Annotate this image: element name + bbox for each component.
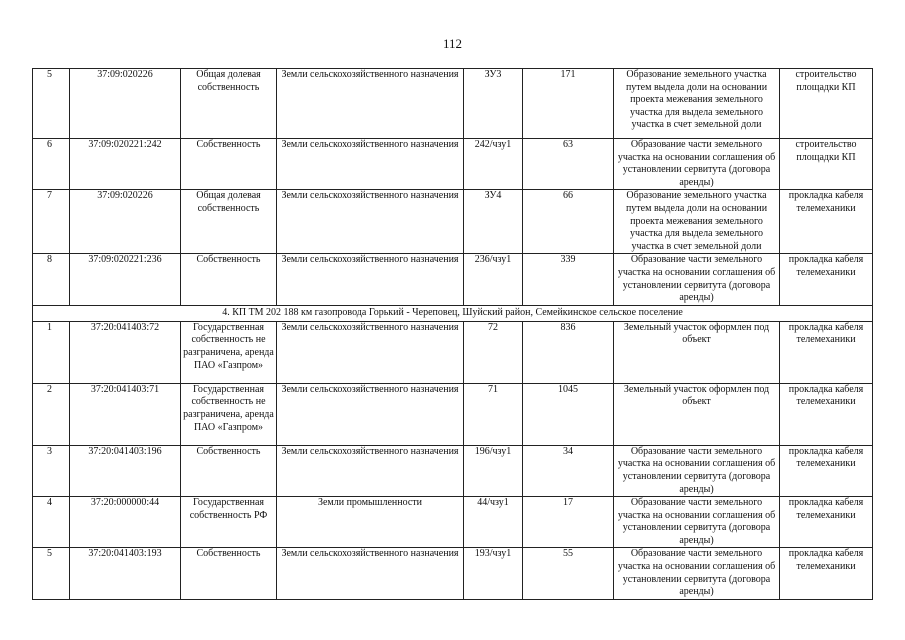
land-category: Земли сельскохозяйственного назначения: [277, 190, 464, 254]
plot-purpose: строительство площадки КП: [780, 139, 873, 190]
formation-basis: Образование части земельного участка на основании соглашения об установлении сервитута (договора аренды): [614, 497, 780, 548]
plot-designation: 236/чзу1: [464, 254, 523, 305]
plot-purpose: прокладка кабеля телемеханики: [780, 254, 873, 305]
plot-designation: 196/чзу1: [464, 445, 523, 496]
cadastral-number: 37:09:020221:242: [70, 139, 181, 190]
row-number: 5: [33, 548, 70, 599]
formation-basis: Образование земельного участка путем выдела доли на основании проекта межевания земельного участка для выдела земельного участка в счет земельной доли: [614, 69, 780, 139]
plot-area: 66: [523, 190, 614, 254]
cadastral-number: 37:20:000000:44: [70, 497, 181, 548]
plot-area: 55: [523, 548, 614, 599]
cadastral-number: 37:20:041403:196: [70, 445, 181, 496]
ownership-type: Собственность: [181, 548, 277, 599]
table-row: [33, 445, 873, 496]
section-row: [33, 305, 873, 321]
plot-designation: ЗУ4: [464, 190, 523, 254]
ownership-type: Государственная собственность РФ: [181, 497, 277, 548]
ownership-type: Собственность: [181, 139, 277, 190]
cadastral-number: 37:20:041403:193: [70, 548, 181, 599]
plot-area: 171: [523, 69, 614, 139]
cadastral-number: 37:09:020226: [70, 190, 181, 254]
plot-purpose: прокладка кабеля телемеханики: [780, 548, 873, 599]
row-number: 4: [33, 497, 70, 548]
cadastral-number: 37:09:020226: [70, 69, 181, 139]
land-category: Земли сельскохозяйственного назначения: [277, 254, 464, 305]
formation-basis: Образование части земельного участка на основании соглашения об установлении сервитута (договора аренды): [614, 445, 780, 496]
ownership-type: Общая долевая собственность: [181, 190, 277, 254]
cadastral-number: 37:20:041403:71: [70, 383, 181, 445]
plot-area: 836: [523, 321, 614, 383]
land-category: Земли сельскохозяйственного назначения: [277, 445, 464, 496]
row-number: 2: [33, 383, 70, 445]
table-row: [33, 139, 873, 190]
row-number: 6: [33, 139, 70, 190]
table-row: [33, 383, 873, 445]
formation-basis: Образование земельного участка путем выдела доли на основании проекта межевания земельного участка для выдела земельного участка в счет земельной доли: [614, 190, 780, 254]
ownership-type: Государственная собственность не разграничена, аренда ПАО «Газпром»: [181, 383, 277, 445]
plot-purpose: прокладка кабеля телемеханики: [780, 321, 873, 383]
plot-area: 34: [523, 445, 614, 496]
plot-area: 63: [523, 139, 614, 190]
page-number: 112: [442, 36, 463, 51]
land-category: Земли промышленности: [277, 497, 464, 548]
plot-designation: 72: [464, 321, 523, 383]
land-category: Земли сельскохозяйственного назначения: [277, 139, 464, 190]
row-number: 8: [33, 254, 70, 305]
table-row: [33, 190, 873, 254]
row-number: 3: [33, 445, 70, 496]
plot-designation: ЗУ3: [464, 69, 523, 139]
table-row: [33, 321, 873, 383]
formation-basis: Образование части земельного участка на основании соглашения об установлении сервитута (договора аренды): [614, 139, 780, 190]
formation-basis: Земельный участок оформлен под объект: [614, 383, 780, 445]
cadastral-number: 37:09:020221:236: [70, 254, 181, 305]
plot-purpose: прокладка кабеля телемеханики: [780, 383, 873, 445]
land-plots-table: [32, 68, 873, 600]
formation-basis: Образование части земельного участка на основании соглашения об установлении сервитута (договора аренды): [614, 254, 780, 305]
land-category: Земли сельскохозяйственного назначения: [277, 69, 464, 139]
plot-area: 1045: [523, 383, 614, 445]
ownership-type: Собственность: [181, 254, 277, 305]
row-number: 7: [33, 190, 70, 254]
table-row: [33, 497, 873, 548]
ownership-type: Собственность: [181, 445, 277, 496]
plot-purpose: прокладка кабеля телемеханики: [780, 497, 873, 548]
plot-designation: 71: [464, 383, 523, 445]
formation-basis: Земельный участок оформлен под объект: [614, 321, 780, 383]
ownership-type: Государственная собственность не разграничена, аренда ПАО «Газпром»: [181, 321, 277, 383]
table-row: [33, 548, 873, 599]
section-title: 4. КП ТМ 202 188 км газопровода Горький - Череповец, Шуйский район, Семейкинское сельское поселение: [33, 305, 873, 321]
land-category: Земли сельскохозяйственного назначения: [277, 548, 464, 599]
ownership-type: Общая долевая собственность: [181, 69, 277, 139]
row-number: 1: [33, 321, 70, 383]
plot-purpose: прокладка кабеля телемеханики: [780, 190, 873, 254]
row-number: 5: [33, 69, 70, 139]
land-category: Земли сельскохозяйственного назначения: [277, 321, 464, 383]
plot-area: 17: [523, 497, 614, 548]
plot-area: 339: [523, 254, 614, 305]
table-row: [33, 254, 873, 305]
plot-purpose: строительство площадки КП: [780, 69, 873, 139]
plot-designation: 242/чзу1: [464, 139, 523, 190]
formation-basis: Образование части земельного участка на основании соглашения об установлении сервитута (договора аренды): [614, 548, 780, 599]
land-category: Земли сельскохозяйственного назначения: [277, 383, 464, 445]
plot-purpose: прокладка кабеля телемеханики: [780, 445, 873, 496]
table-row: [33, 69, 873, 139]
plot-designation: 44/чзу1: [464, 497, 523, 548]
plot-designation: 193/чзу1: [464, 548, 523, 599]
cadastral-number: 37:20:041403:72: [70, 321, 181, 383]
